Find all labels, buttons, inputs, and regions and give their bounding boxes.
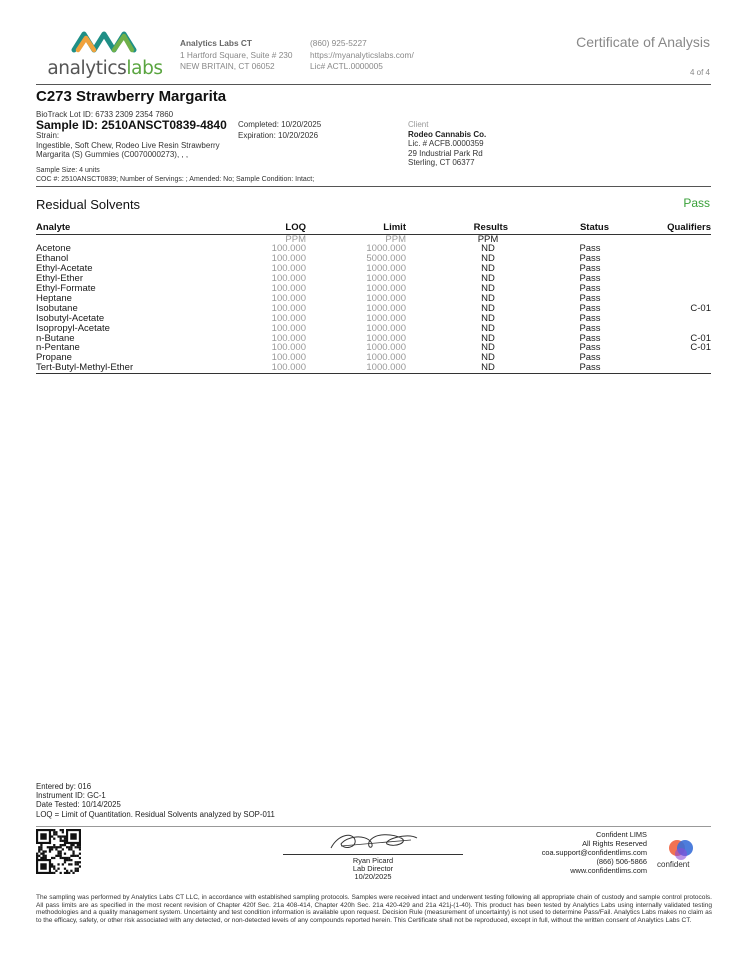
status-cell: Pass [579, 263, 601, 275]
result-cell: ND [481, 292, 495, 304]
overall-status-badge: Pass [683, 196, 710, 210]
lab-info [180, 38, 293, 73]
client-label: Client [408, 120, 429, 129]
product-title: C273 Strawberry Margarita [36, 88, 227, 105]
lims-rights: All Rights Reserved [582, 839, 647, 849]
description-line2: Margarita (S) Gummies (C0070000273), , , [36, 150, 189, 160]
logo-wordmark: analyticslabs [47, 58, 163, 79]
company-logo [40, 28, 170, 82]
result-cell: ND [481, 342, 495, 354]
analyte-cell: Isobutyl-Acetate [36, 312, 105, 324]
qualifier-cell: C-01 [690, 342, 711, 354]
status-cell: Pass [579, 342, 601, 354]
legal-disclaimer: The sampling was performed by Analytics Labs CT LLC, in accordance with established sampling protocols. Samples were received intact and underwent testing following all appropriate chain of custody and sample control protocols. All pass limits are as specified in the most recent revision of Chapter 420f Sec. 21a 408-414, Chapter 420h Sec. 21a 420-429 and 21a 421j-(1-40). This product has been tested by Analytics Labs using internally validated testing methodologies and a quality management system. Uncertainty and test condition information is available upon request. Decision Rule (measurement of uncertainty) is not used to determine Pass/Fail. Analytics Labs makes no claim as to the efficacy, safety, or other risk associated with any detected, or non-detected levels of any compounds reported herein. This Certificate shall not be reproduced, except in full, without the written consent of Analytics Labs CT. [36, 894, 712, 924]
qualifier-cell: C-01 [690, 332, 711, 344]
limit-cell: 1000.000 [366, 352, 406, 364]
result-cell: ND [481, 362, 495, 374]
signature-line [283, 854, 463, 855]
lab-name: Analytics Labs CT [180, 38, 252, 48]
qualifier-cell [609, 254, 711, 264]
loq-cell: 100.000 [271, 292, 306, 304]
unit-limit: PPM [385, 233, 406, 245]
result-cell: ND [481, 263, 495, 275]
status-cell: Pass [579, 352, 601, 364]
lab-contact [310, 38, 414, 73]
limit-cell: 1000.000 [366, 342, 406, 354]
strain-label: Strain: [36, 131, 60, 140]
loq-cell: 100.000 [271, 253, 306, 265]
col-analyte: Analyte [36, 223, 236, 234]
lims-phone: (866) 506-5866 [596, 857, 647, 867]
qr-code-icon[interactable] [36, 829, 81, 874]
page-number: 4 of 4 [689, 68, 710, 77]
limit-cell: 1000.000 [366, 243, 406, 255]
analyte-cell: Propane [36, 352, 72, 364]
table-row [36, 363, 711, 373]
confident-wordmark: confident [657, 860, 690, 869]
unit-results: PPM [477, 233, 499, 245]
col-qualifiers: Qualifiers [609, 223, 711, 234]
lab-website[interactable]: https://myanalyticslabs.com/ [310, 49, 414, 60]
qualifier-cell [609, 314, 711, 324]
loq-cell: 100.000 [236, 363, 306, 373]
header-divider [36, 84, 711, 85]
limit-cell: 1000.000 [366, 263, 406, 275]
client-address1: 29 Industrial Park Rd [408, 148, 483, 158]
lims-email[interactable]: coa.support@confidentlims.com [541, 848, 647, 858]
analyte-cell: Isopropyl-Acetate [36, 322, 110, 334]
qualifier-cell [609, 284, 711, 294]
result-cell: ND [481, 302, 495, 314]
client-address2: Sterling, CT 06377 [408, 158, 475, 168]
col-loq: LOQ [236, 223, 306, 234]
qualifier-cell [609, 363, 711, 373]
col-results: Results [406, 223, 508, 234]
expiration-date: Expiration: 10/20/2026 [238, 130, 319, 140]
section-title: Residual Solvents [36, 197, 141, 212]
limit-cell: 1000.000 [366, 273, 406, 285]
signer-name: Ryan Picard [352, 856, 394, 865]
qualifier-cell: C-01 [690, 302, 711, 314]
analyte-cell: Ethanol [36, 253, 69, 265]
status-cell: Pass [579, 362, 601, 374]
status-cell: Pass [579, 292, 601, 304]
loq-cell: 100.000 [271, 352, 306, 364]
col-limit: Limit [306, 223, 406, 234]
analyte-cell: Isobutane [36, 302, 78, 314]
status-cell: Pass [579, 243, 601, 255]
col-status: Status [508, 223, 609, 234]
qualifier-cell [609, 274, 711, 284]
result-cell: ND [481, 253, 495, 265]
result-cell: ND [481, 243, 495, 255]
analyte-cell: Ethyl-Acetate [36, 263, 93, 275]
analyte-cell: Heptane [36, 292, 72, 304]
coc-line: COC #: 2510ANSCT0839; Number of Servings: ; Amended: No; Sample Condition: Intact; [36, 175, 315, 183]
status-cell: Pass [579, 253, 601, 265]
status-cell: Pass [579, 283, 601, 295]
loq-cell: 100.000 [271, 302, 306, 314]
analyte-cell: n-Pentane [36, 342, 80, 354]
limit-cell: 1000.000 [366, 332, 406, 344]
result-cell: ND [481, 322, 495, 334]
status-cell: Pass [579, 332, 601, 344]
loq-cell: 100.000 [271, 312, 306, 324]
loq-cell: 100.000 [271, 342, 306, 354]
info-divider [36, 186, 711, 187]
status-cell: Pass [579, 322, 601, 334]
signature-icon [283, 828, 463, 854]
result-cell: ND [481, 332, 495, 344]
lims-info [542, 830, 647, 875]
unit-loq: PPM [285, 233, 306, 245]
limit-cell: 1000.000 [366, 283, 406, 295]
limit-cell: 1000.000 [306, 363, 406, 373]
sample-meta [36, 167, 314, 185]
document-title: Certificate of Analysis [576, 34, 710, 50]
lab-address-line2: NEW BRITAIN, CT 06052 [180, 61, 275, 72]
loq-cell: 100.000 [271, 283, 306, 295]
limit-cell: 1000.000 [366, 312, 406, 324]
analyte-cell: Tert-Butyl-Methyl-Ether [36, 363, 236, 373]
result-cell: ND [481, 352, 495, 364]
result-cell: ND [481, 312, 495, 324]
qualifier-cell [609, 264, 711, 274]
qualifier-cell [609, 244, 711, 254]
limit-cell: 1000.000 [366, 322, 406, 334]
analyte-cell: Ethyl-Formate [36, 283, 96, 295]
limit-cell: 1000.000 [366, 302, 406, 314]
residual-solvents-table [36, 223, 711, 374]
loq-cell: 100.000 [271, 243, 306, 255]
lab-phone: (860) 925-5227 [310, 38, 367, 48]
client-license: Lic. # ACFB.0000359 [408, 139, 484, 149]
loq-cell: 100.000 [271, 322, 306, 334]
client-name: Rodeo Cannabis Co. [408, 129, 487, 139]
analyte-cell: Ethyl-Ether [36, 273, 83, 285]
loq-cell: 100.000 [271, 332, 306, 344]
signature-block [283, 828, 463, 884]
lab-address-line1: 1 Hartford Square, Suite # 230 [180, 49, 293, 60]
completed-date: Completed: 10/20/2025 [238, 120, 322, 129]
status-cell: Pass [579, 312, 601, 324]
test-details [36, 782, 275, 819]
status-cell: Pass [579, 273, 601, 285]
logo-mark-icon [40, 28, 170, 58]
limit-cell: 1000.000 [366, 292, 406, 304]
client-info [408, 120, 486, 168]
lab-license: Lic# ACTL.0000005 [310, 61, 383, 72]
loq-note: LOQ = Limit of Quantitation. Residual Solvents analyzed by SOP-011 [36, 809, 275, 819]
description-line1: Ingestible, Soft Chew, Rodeo Live Resin Strawberry [36, 140, 220, 150]
sample-description [36, 131, 256, 160]
limit-cell: 5000.000 [366, 253, 406, 265]
sample-id: Sample ID: 2510ANSCT0839-4840 [36, 118, 227, 132]
sample-size: Sample Size: 4 units [36, 167, 100, 174]
loq-cell: 100.000 [271, 263, 306, 275]
date-tested: Date Tested: 10/14/2025 [36, 800, 121, 810]
footer-divider [36, 826, 711, 827]
signed-date: 10/20/2025 [354, 872, 392, 882]
instrument-id: Instrument ID: GC-1 [36, 791, 106, 801]
lims-name: Confident LIMS [596, 830, 647, 839]
table-header-row [36, 223, 711, 234]
loq-cell: 100.000 [271, 273, 306, 285]
result-cell: ND [481, 283, 495, 295]
signer-title: Lab Director [352, 864, 394, 874]
biotrack-lot-id: BioTrack Lot ID: 6733 2309 2354 7860 [36, 110, 174, 119]
entered-by: Entered by: 016 [36, 782, 92, 791]
analyte-cell: n-Butane [36, 332, 75, 344]
qualifier-cell [609, 353, 711, 363]
analyte-cell: Acetone [36, 243, 71, 255]
lims-website[interactable]: www.confidentlims.com [570, 866, 647, 876]
status-cell: Pass [579, 302, 601, 314]
signer-info [283, 857, 463, 882]
result-cell: ND [481, 273, 495, 285]
